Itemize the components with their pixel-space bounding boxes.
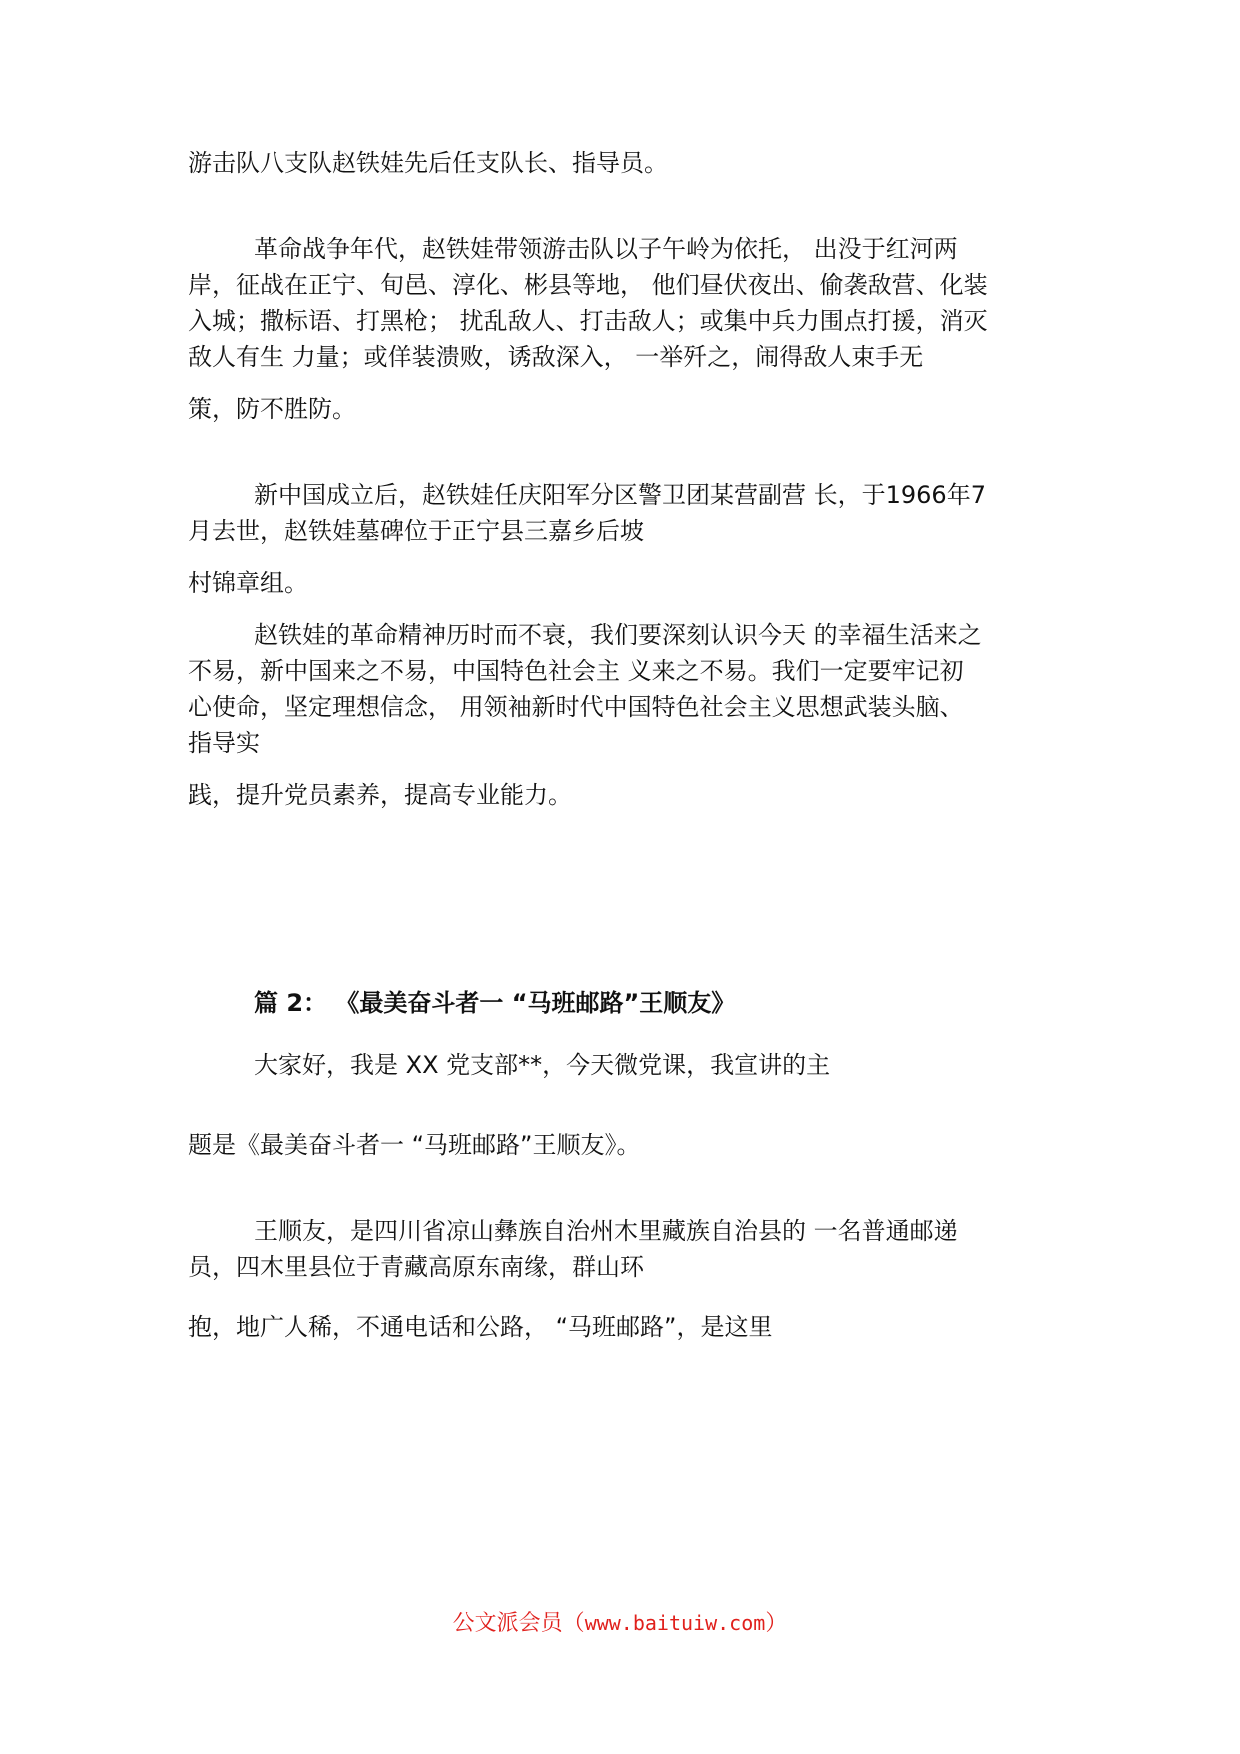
footer-watermark: [0, 1608, 1240, 1639]
text-line: 抱，地广人稀，不通电话和公路， “马班邮路”，是这里: [188, 1313, 773, 1341]
footer-url[interactable]: www.baituiw.com: [584, 1611, 766, 1635]
text-line: 敌人有生 力量；或佯装溃败，诱敌深入， 一举歼之，闹得敌人束手无: [188, 343, 924, 371]
section-heading: 篇 2： 《最美奋斗者一 “马班邮路”王顺友》: [254, 989, 736, 1017]
text-line: 月去世，赵铁娃墓碑位于正宁县三嘉乡后坡: [188, 517, 644, 545]
text-line: 入城；撒标语、打黑枪； 扰乱敌人、打击敌人；或集中兵力围点打援，消灭: [188, 307, 988, 335]
text-line: 游击队八支队赵铁娃先后任支队长、指导员。: [188, 149, 668, 177]
text-line: 村锦章组。: [188, 569, 308, 597]
footer-close: ）: [765, 1611, 788, 1636]
footer-label: 公文派会员（: [452, 1611, 585, 1636]
text-line: 新中国成立后，赵铁娃任庆阳军分区警卫团某营副营 长，于1966年7: [254, 481, 986, 509]
text-line: 革命战争年代，赵铁娃带领游击队以子午岭为依托， 出没于红河两: [254, 235, 958, 263]
text-line: 王顺友，是四川省凉山彝族自治州木里藏族自治县的 一名普通邮递: [254, 1217, 958, 1245]
text-line: 践，提升党员素养，提高专业能力。: [188, 781, 572, 809]
text-line: 不易，新中国来之不易，中国特色社会主 义来之不易。我们一定要牢记初: [188, 657, 964, 685]
text-line: 员，四木里县位于青藏高原东南缘，群山环: [188, 1253, 644, 1281]
text-line: 赵铁娃的革命精神历时而不衰，我们要深刻认识今天 的幸福生活来之: [254, 621, 982, 649]
text-line: 策，防不胜防。: [188, 395, 356, 423]
text-line: 岸，征战在正宁、旬邑、淳化、彬县等地， 他们昼伏夜出、偷袭敌营、化装: [188, 271, 988, 299]
text-line: 指导实: [188, 729, 260, 757]
text-line: 题是《最美奋斗者一 “马班邮路”王顺友》。: [188, 1131, 641, 1159]
text-line: 大家好，我是 XX 党支部**，今天微党课，我宣讲的主: [254, 1051, 831, 1079]
text-line: 心使命，坚定理想信念， 用领袖新时代中国特色社会主义思想武装头脑、: [188, 693, 964, 721]
